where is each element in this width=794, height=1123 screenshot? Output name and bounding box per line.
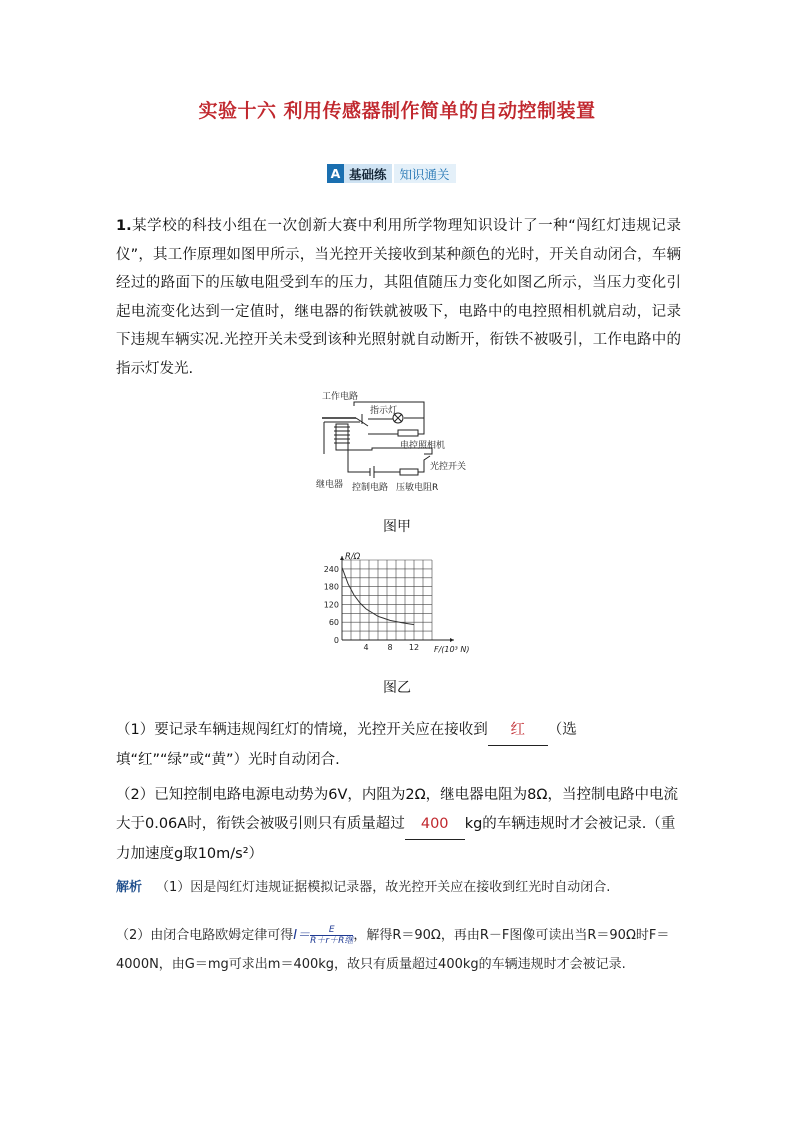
solution-text-1: （1）因是闯红灯违规证据模拟记录器，故光控开关应在接收到红光时自动闭合.	[156, 880, 611, 895]
section-badge	[327, 164, 456, 183]
problem-number: 1.	[116, 218, 132, 234]
relay-core	[336, 424, 348, 450]
ohm-law-fraction	[310, 925, 353, 946]
solution-text-2a: （2）由闭合电路欧姆定律可得	[116, 928, 294, 943]
y-tick-label: 240	[323, 564, 339, 574]
indicator-lamp-cross	[394, 414, 402, 422]
y-axis-arrow	[340, 556, 344, 560]
q1-suffix: （选填“红”“绿”或“黄”）光时自动闭合.	[116, 722, 577, 768]
q2-answer: 400	[405, 810, 465, 840]
x-tick-label: 12	[408, 643, 420, 652]
solution-part2	[116, 921, 681, 979]
pressure-resistor	[400, 469, 418, 475]
problem-text: 某学校的科技小组在一次创新大赛中利用所学物理知识设计了一种“闯红灯违规记录仪”，其工作原理如图甲所示，当光控开关接收到某种颜色的光时，开关自动闭合，车辆经过的路面下的压敏电阻受到车的压力，其阻值随压力变化如图乙所示，当压力变化引起电流变化达到一定值时，继电器的衔铁就被吸下，电路中的电控照相机就启动，记录下违规车辆实况.光控开关未受到该种光照射就自动断开，衔铁不被吸引，工作电路中的指示灯发光.	[116, 218, 681, 377]
page-title: 实验十六 利用传感器制作简单的自动控制装置	[198, 100, 596, 122]
question-1	[116, 716, 681, 775]
circuit-diagram	[312, 388, 488, 494]
y-tick-label: 0	[333, 636, 339, 645]
q1-prefix: （1）要记录车辆违规闯红灯的情境，光控开关应在接收到	[116, 722, 488, 738]
badge-level: 基础练	[344, 164, 392, 183]
problem-intro	[116, 212, 681, 383]
x-axis-arrow	[450, 638, 454, 642]
solution-part1	[116, 873, 681, 902]
resistance-force-chart	[318, 550, 478, 654]
y-tick-label: 60	[328, 618, 339, 628]
fraction-denominator: R＋r＋R继	[310, 936, 354, 946]
chart-grid	[342, 560, 432, 640]
label-camera: 电控照相机	[400, 441, 446, 451]
label-light-switch: 光控开关	[430, 462, 467, 472]
q2-prefix: （2）已知控制电路电源电动势为6V，内阻为2Ω，继电器电阻为8Ω，当控制电路中电流大于0.06A时，衔铁会被吸引则只有质量超过	[116, 787, 678, 832]
q2-suffix: kg的车辆违规时才会被记录.（重力加速度g取10m/s²）	[116, 816, 676, 862]
camera-box	[398, 430, 418, 436]
figure1-caption: 图甲	[383, 519, 411, 535]
badge-subtitle: 知识通关	[392, 164, 456, 183]
label-work-circuit: 工作电路	[322, 392, 359, 402]
solution-text-2b: ，解得R＝90Ω，再由R－F图像可读出当R＝90Ω时F＝4000N，由G＝mg可求出m＝400kg，故只有质量超过400kg的车辆违规时才会被记录.	[116, 928, 670, 972]
chart-xlabel: F/(10³ N)	[434, 645, 470, 654]
chart-ylabel: R/Ω	[345, 552, 361, 562]
badge-letter: A	[327, 164, 344, 183]
figure2-caption: 图乙	[383, 680, 411, 696]
label-relay: 继电器	[316, 480, 344, 490]
formula-lhs: I＝	[293, 928, 311, 943]
q1-answer: 红	[488, 716, 548, 746]
solution-label: 解析	[116, 880, 143, 895]
label-indicator: 指示灯	[370, 406, 398, 416]
y-tick-label: 120	[323, 600, 339, 610]
y-tick-label: 180	[323, 582, 339, 592]
control-battery	[370, 466, 374, 478]
label-resistor: 压敏电阻R	[396, 483, 439, 493]
question-2	[116, 781, 681, 869]
x-tick-label: 8	[387, 643, 393, 652]
x-tick-label: 4	[363, 643, 369, 652]
fraction-numerator: E	[310, 925, 353, 936]
label-control-circuit: 控制电路	[352, 483, 389, 493]
